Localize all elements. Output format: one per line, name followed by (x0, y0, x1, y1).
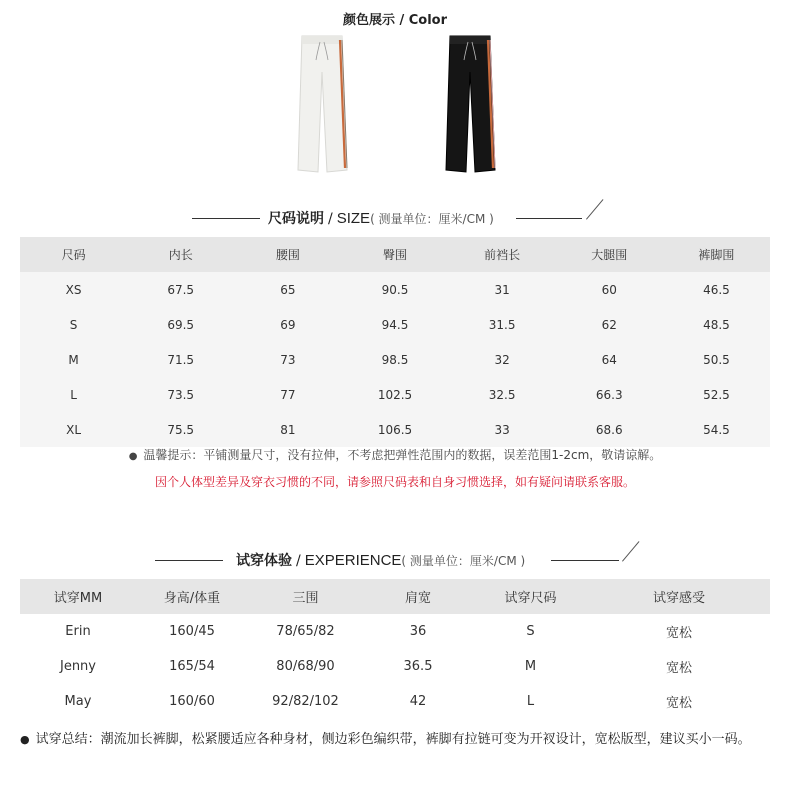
table-row (20, 684, 770, 719)
table-row (20, 307, 770, 342)
experience-header-cell: 试穿感受 (588, 579, 770, 614)
experience-table (20, 579, 770, 719)
table-cell: May (64, 694, 92, 709)
table-cell: 67.5 (167, 282, 195, 297)
size-header-cell: 裤脚围 (663, 237, 770, 272)
table-cell: 69 (280, 317, 296, 332)
table-cell: XS (65, 282, 82, 297)
table-cell: M (524, 659, 537, 674)
table-cell: Jenny (59, 659, 96, 674)
table-cell: 42 (409, 694, 427, 709)
size-header-cell: 尺码 (20, 237, 127, 272)
table-cell: 73.5 (167, 387, 195, 402)
size-table-header-row (20, 237, 770, 272)
table-cell: 165/54 (169, 659, 215, 674)
table-cell: 71.5 (167, 352, 195, 367)
table-cell: 106.5 (377, 422, 413, 437)
header-slash-decoration (622, 541, 639, 562)
header-divider-right (551, 560, 619, 561)
table-cell: 80/68/90 (276, 659, 335, 674)
table-cell: M (68, 352, 79, 367)
table-row (20, 614, 770, 649)
table-cell: 102.5 (377, 387, 413, 402)
experience-summary-text: 试穿总结：潮流加长裤脚，松紧腰适应各种身材，侧边彩色编织带，裤脚有拉链可变为开衩设计，宽松版型，建议买小一码。 (35, 732, 751, 747)
table-cell: 75.5 (167, 422, 195, 437)
size-note (0, 446, 790, 463)
size-header-cell: 大腿围 (556, 237, 663, 272)
size-header-cell: 臀围 (341, 237, 448, 272)
table-row (20, 342, 770, 377)
table-cell: 90.5 (381, 282, 409, 297)
table-cell: 宽松 (665, 661, 692, 676)
table-cell: 32 (494, 352, 510, 367)
table-cell: XL (66, 422, 82, 437)
table-cell: 92/82/102 (272, 694, 339, 709)
table-cell: L (526, 694, 535, 709)
header-divider-left (155, 560, 223, 561)
table-cell: 160/45 (169, 624, 215, 639)
size-header-cell: 前裆长 (449, 237, 556, 272)
table-cell: 68.6 (595, 422, 623, 437)
table-cell: 73 (280, 352, 296, 367)
size-section-title: 尺码说明 / SIZE( 测量单位：厘米/CM ) (268, 210, 494, 227)
table-cell: 31.5 (488, 317, 516, 332)
header-divider-left (192, 218, 260, 219)
experience-summary (20, 720, 772, 760)
table-cell: L (70, 387, 77, 402)
size-table (20, 237, 770, 447)
table-cell: 77 (280, 387, 296, 402)
experience-header-cell: 三围 (248, 579, 363, 614)
table-cell: 宽松 (665, 626, 692, 641)
experience-header-cell: 试穿尺码 (473, 579, 588, 614)
table-cell: 66.3 (595, 387, 623, 402)
table-row (20, 377, 770, 412)
table-cell: 160/60 (169, 694, 215, 709)
table-cell: 36.5 (403, 659, 433, 674)
table-row (20, 412, 770, 447)
table-cell: 98.5 (381, 352, 409, 367)
size-section-header (0, 206, 790, 230)
table-cell: Erin (65, 624, 91, 639)
size-header-cell: 腰围 (234, 237, 341, 272)
table-cell: 46.5 (703, 282, 730, 297)
table-cell: 36 (409, 624, 427, 639)
table-cell: 54.5 (703, 422, 730, 437)
table-cell: 62 (601, 317, 617, 332)
table-cell: S (526, 624, 535, 639)
table-cell: 65 (280, 282, 296, 297)
table-cell: 33 (494, 422, 510, 437)
color-section-title: 颜色展示 / Color (342, 13, 448, 28)
black-pants-image (440, 32, 500, 174)
table-row (20, 272, 770, 307)
table-cell: 78/65/82 (276, 624, 335, 639)
experience-section-header (0, 548, 790, 572)
size-note-text: 温馨提示：平铺测量尺寸，没有拉伸，不考虑把弹性范围内的数据，误差范围1-2cm，敬请谅解。 (143, 448, 662, 462)
table-cell: 宽松 (665, 696, 692, 711)
table-cell: 69.5 (167, 317, 195, 332)
white-pants-image (292, 32, 352, 174)
table-cell: 81 (280, 422, 296, 437)
size-warning: 因个人体型差异及穿衣习惯的不同，请参照尺码表和自身习惯选择，如有疑问请联系客服。 (154, 475, 635, 489)
experience-section-title: 试穿体验 / EXPERIENCE( 测量单位：厘米/CM ) (236, 552, 526, 569)
table-cell: 94.5 (381, 317, 409, 332)
size-header-cell: 内长 (127, 237, 234, 272)
header-divider-right (516, 218, 582, 219)
experience-header-cell: 试穿MM (20, 579, 136, 614)
table-cell: 48.5 (703, 317, 730, 332)
bullet-icon: ● (128, 451, 138, 462)
table-row (20, 649, 770, 684)
table-cell: 60 (601, 282, 617, 297)
bullet-icon: ● (20, 733, 30, 746)
table-cell: 50.5 (703, 352, 730, 367)
header-slash-decoration (586, 199, 603, 220)
table-cell: S (69, 317, 78, 332)
table-cell: 52.5 (703, 387, 730, 402)
table-cell: 31 (494, 282, 510, 297)
experience-header-cell: 身高/体重 (136, 579, 248, 614)
table-cell: 64 (601, 352, 617, 367)
experience-header-cell: 肩宽 (363, 579, 473, 614)
table-cell: 32.5 (488, 387, 516, 402)
experience-table-header-row (20, 579, 770, 614)
